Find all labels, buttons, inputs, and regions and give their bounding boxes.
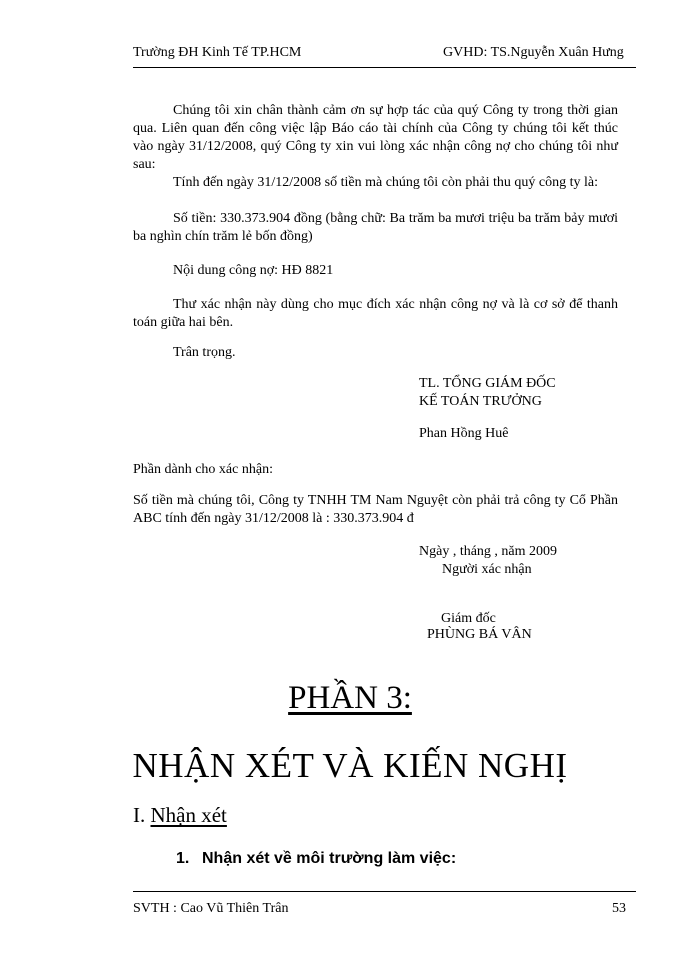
signature-block-accountant [419, 375, 556, 411]
header-school: Trường ĐH Kinh Tế TP.HCM [133, 45, 302, 60]
paragraph-purpose [133, 296, 618, 332]
director-title: Giám đốc [441, 611, 496, 626]
footer-student: SVTH : Cao Vũ Thiên Trân [133, 901, 289, 916]
confirm-date-line: Ngày , tháng , năm 2009 [419, 544, 558, 559]
section-number: I. [133, 803, 146, 827]
header-divider [133, 67, 636, 68]
paragraph-thanks [133, 102, 618, 174]
subsection-heading [176, 849, 456, 869]
page-number: 53 [612, 901, 626, 916]
section-heading [133, 803, 227, 827]
subsection-title-text: Nhận xét về môi trường làm việc: [202, 850, 457, 867]
signature-title-accountant: KẾ TOÁN TRƯỞNG [419, 394, 542, 409]
paragraph-regards [133, 344, 618, 362]
paragraph-receivable-text: Tính đến ngày 31/12/2008 số tiền mà chúng tôi còn phải thu quý công ty là: [173, 175, 598, 190]
confirm-text: Số tiền mà chúng tôi, Công ty TNHH TM Nam Nguyệt còn phải trả công ty Cổ Phần ABC tính đến ngày 31/12/2008 là : 330.373.904 đ [133, 493, 618, 526]
signature-title-director: TL. TỔNG GIÁM ĐỐC [419, 376, 556, 391]
confirmer-label: Người xác nhận [442, 562, 532, 577]
signature-name-accountant: Phan Hồng Huê [419, 426, 509, 441]
confirm-heading: Phần dành cho xác nhận: [133, 462, 273, 477]
director-name: PHÙNG BÁ VÂN [427, 627, 532, 642]
paragraph-thanks-text: Chúng tôi xin chân thành cảm ơn sự hợp tác của quý Công ty trong thời gian qua. Liên quan đến công việc lập Báo cáo tài chính của Công ty chúng tôi kết thúc vào ngày 31/12/2008, quý Công ty xin vui lòng xác nhận công nợ cho chúng tôi như sau: [133, 103, 618, 172]
paragraph-amount-text: Số tiền: 330.373.904 đồng (bằng chữ: Ba trăm ba mươi triệu ba trăm bảy mươi ba nghìn chín trăm lẻ bốn đồng) [133, 211, 618, 244]
footer-divider [133, 891, 636, 892]
header-advisor: GVHD: TS.Nguyễn Xuân Hưng [443, 45, 624, 60]
paragraph-receivable [133, 174, 618, 192]
chapter-title: NHẬN XÉT VÀ KIẾN NGHỊ [132, 746, 568, 785]
subsection-number: 1. [176, 850, 190, 867]
paragraph-regards-text: Trân trọng. [173, 345, 236, 360]
paragraph-amount [133, 210, 618, 246]
paragraph-purpose-text: Thư xác nhận này dùng cho mục đích xác nhận công nợ và là cơ sở để thanh toán giữa hai bên. [133, 297, 618, 330]
paragraph-debt-content [133, 262, 618, 280]
section-title-text: Nhận xét [150, 803, 227, 827]
part-title [0, 680, 700, 716]
part-title-text: PHẦN 3: [288, 680, 412, 716]
paragraph-debt-content-text: Nội dung công nợ: HĐ 8821 [173, 263, 334, 278]
